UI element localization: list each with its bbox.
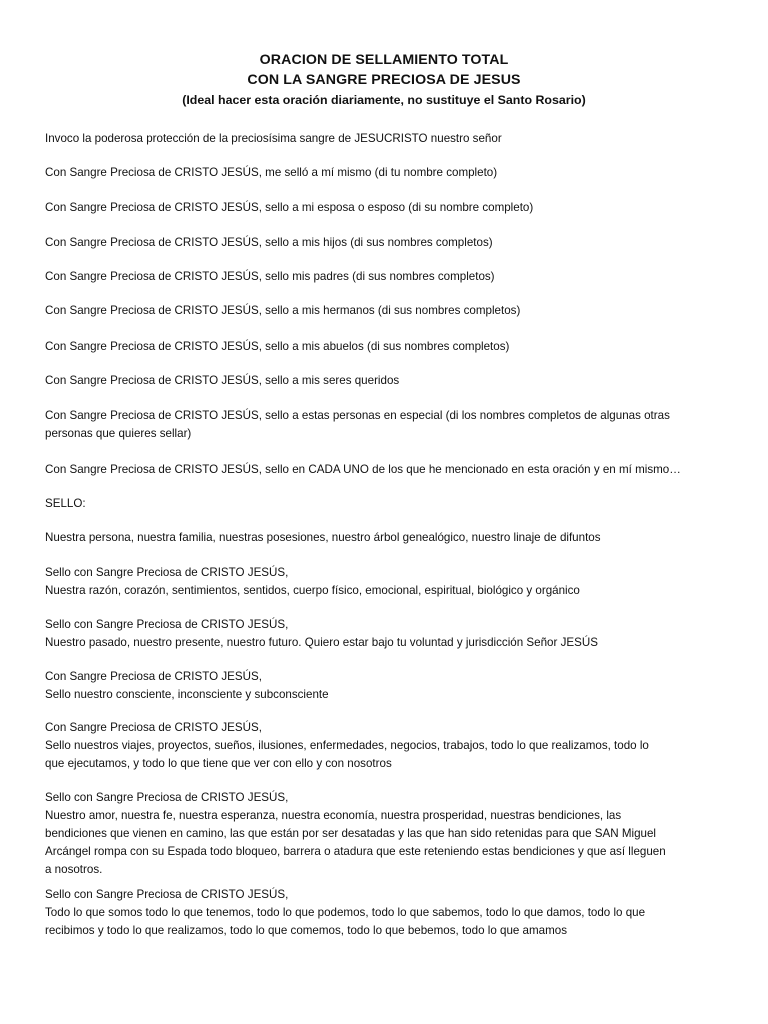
paragraph [45, 461, 723, 479]
paragraph [45, 372, 723, 390]
page-subtitle: (Ideal hacer esta oración diariamente, no sustituye el Santo Rosario) [182, 93, 586, 107]
paragraph-line: Con Sangre Preciosa de CRISTO JESÚS, me selló a mí mismo (di tu nombre completo) [45, 166, 498, 179]
paragraph-line: Sello nuestro consciente, inconsciente y subconsciente [45, 688, 329, 701]
paragraph-line: Con Sangre Preciosa de CRISTO JESÚS, sello a mis hermanos (di sus nombres completos) [45, 304, 521, 317]
paragraph-line: a nosotros. [45, 863, 103, 876]
paragraph-line: recibimos y todo lo que realizamos, todo lo que comemos, todo lo que bebemos, todo lo que amamos [45, 924, 568, 937]
paragraph-line: Sello con Sangre Preciosa de CRISTO JESÚS, [45, 566, 289, 579]
paragraph [45, 495, 723, 513]
paragraph-line: Con Sangre Preciosa de CRISTO JESÚS, sello mis padres (di sus nombres completos) [45, 270, 495, 283]
paragraph-line: que ejecutamos, y todo lo que tiene que ver con ello y con nosotros [45, 757, 392, 770]
paragraph [45, 886, 723, 940]
paragraph-line: Con Sangre Preciosa de CRISTO JESÚS, sello a mis seres queridos [45, 374, 400, 387]
paragraph-line: SELLO: [45, 497, 86, 510]
paragraph-line: Nuestra persona, nuestra familia, nuestras posesiones, nuestro árbol genealógico, nuestro linaje de difuntos [45, 531, 601, 544]
paragraph [45, 338, 723, 356]
paragraph [45, 407, 723, 443]
paragraph-line: Arcángel rompa con su Espada todo bloqueo, barrera o atadura que este reteniendo estas bendiciones y que así lleguen [45, 845, 666, 858]
paragraph [45, 529, 723, 547]
paragraph [45, 164, 723, 182]
paragraph [45, 668, 723, 704]
paragraph-line: Con Sangre Preciosa de CRISTO JESÚS, sello a mis hijos (di sus nombres completos) [45, 236, 493, 249]
paragraph [45, 789, 723, 879]
paragraph-line: Todo lo que somos todo lo que tenemos, todo lo que podemos, todo lo que sabemos, todo lo que damos, todo lo que [45, 906, 646, 919]
paragraph-line: Con Sangre Preciosa de CRISTO JESÚS, [45, 721, 262, 734]
paragraph-line: Invoco la poderosa protección de la preciosísima sangre de JESUCRISTO nuestro señor [45, 132, 502, 145]
paragraph [45, 234, 723, 252]
paragraph-line: Sello con Sangre Preciosa de CRISTO JESÚS, [45, 618, 289, 631]
paragraph [45, 268, 723, 286]
paragraph [45, 564, 723, 600]
paragraph [45, 130, 723, 148]
paragraph-line: Sello con Sangre Preciosa de CRISTO JESÚS, [45, 791, 289, 804]
paragraph-line: Nuestra razón, corazón, sentimientos, sentidos, cuerpo físico, emocional, espiritual, biológico y orgánico [45, 584, 580, 597]
paragraph [45, 719, 723, 773]
paragraph-line: Con Sangre Preciosa de CRISTO JESÚS, sello en CADA UNO de los que he mencionado en esta oración y en mí mismo… [45, 463, 681, 476]
paragraph-line: bendiciones que vienen en camino, las que están por ser desatadas y las que han sido retenidas para que SAN Miguel [45, 827, 656, 840]
paragraph [45, 302, 723, 320]
title-block [0, 50, 768, 109]
paragraph [45, 616, 723, 652]
paragraph-line: Nuestro pasado, nuestro presente, nuestro futuro. Quiero estar bajo tu voluntad y jurisdicción Señor JESÚS [45, 636, 598, 649]
page-title: ORACION DE SELLAMIENTO TOTAL [259, 52, 509, 68]
paragraph-line: Con Sangre Preciosa de CRISTO JESÚS, [45, 670, 262, 683]
paragraph-line: Sello nuestros viajes, proyectos, sueños, ilusiones, enfermedades, negocios, trabajos, todo lo que realizamos, todo lo [45, 739, 649, 752]
paragraph-line: Con Sangre Preciosa de CRISTO JESÚS, sello a mi esposa o esposo (di su nombre completo) [45, 201, 534, 214]
paragraph-line: Nuestro amor, nuestra fe, nuestra esperanza, nuestra economía, nuestra prosperidad, nuestras bendiciones, las [45, 809, 622, 822]
paragraph-line: Con Sangre Preciosa de CRISTO JESÚS, sello a mis abuelos (di sus nombres completos) [45, 340, 510, 353]
page-title-second-line: CON LA SANGRE PRECIOSA DE JESUS [247, 72, 521, 88]
paragraph-line: personas que quieres sellar) [45, 427, 192, 440]
paragraph-line: Con Sangre Preciosa de CRISTO JESÚS, sello a estas personas en especial (di los nombres completos de algunas otras [45, 409, 670, 422]
paragraph [45, 199, 723, 217]
paragraph-line: Sello con Sangre Preciosa de CRISTO JESÚS, [45, 888, 289, 901]
